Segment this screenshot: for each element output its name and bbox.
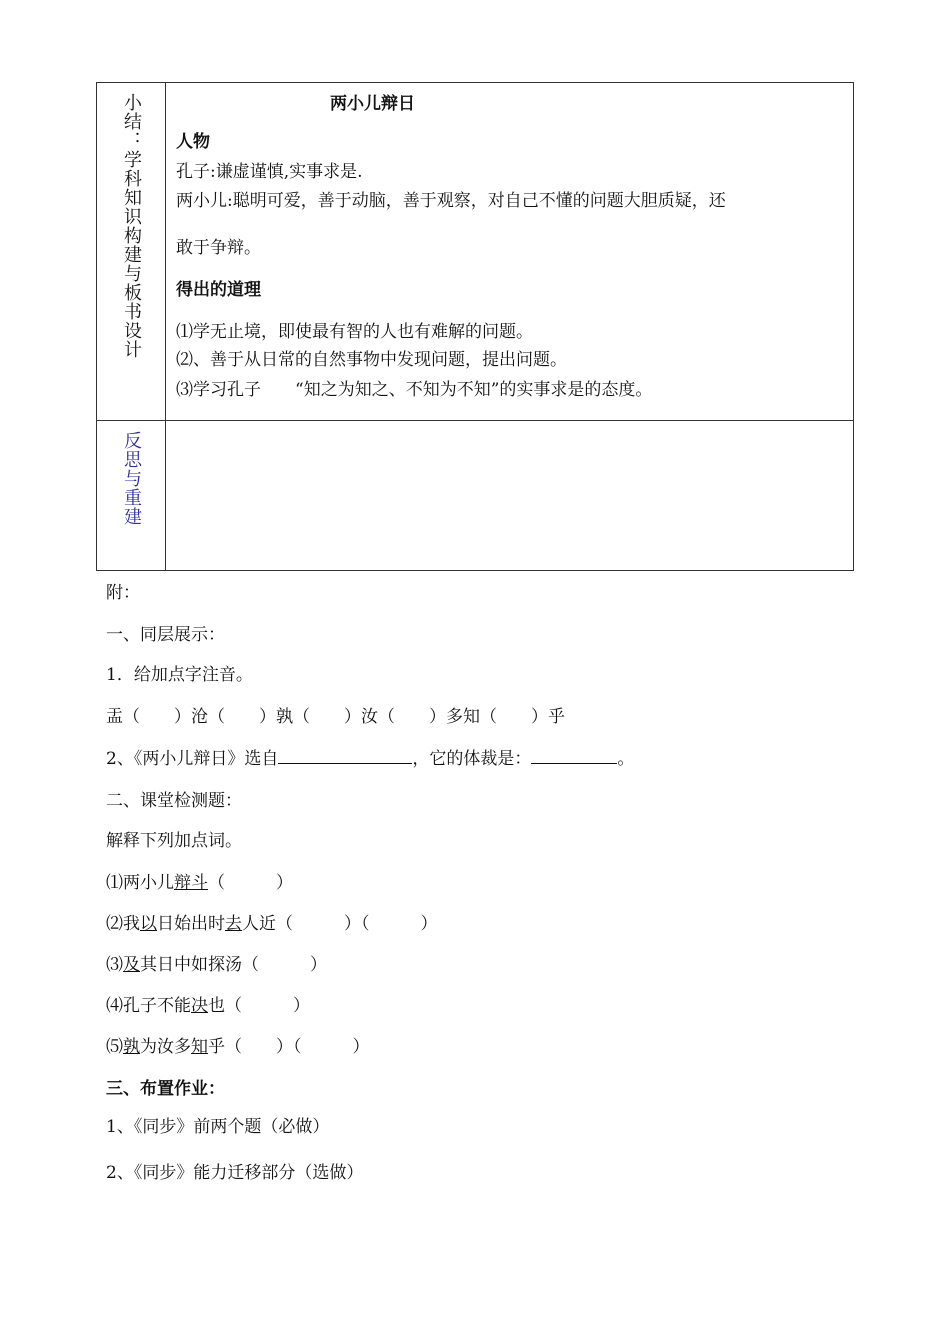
pinyin-line: 盂（ ）沧（ ）孰（ ）汝（ ）多知（ ）乎 <box>106 707 565 727</box>
confucius-line: 孔子:谦虚谨慎,实事求是. <box>176 162 363 182</box>
reflection-content-cell <box>166 421 854 571</box>
question-2 <box>106 744 634 769</box>
section-1-heading: 一、同层展示： <box>106 625 225 645</box>
list-item: ⑸孰为汝多知乎（ ）（ ） <box>106 1037 370 1057</box>
lesson-line-1: ⑴学无止境，即使最有智的人也有难解的问题。 <box>176 322 533 342</box>
summary-table <box>96 82 854 571</box>
summary-side-cell <box>97 83 166 421</box>
list-item: ⑵我以日始出时去人近（ ）（ ） <box>106 914 438 934</box>
homework-2: 2、《同步》能力迁移部分（选做） <box>106 1163 364 1183</box>
question-2-part-c: 。 <box>617 749 635 769</box>
lesson-title: 两小儿辩日 <box>330 94 415 114</box>
summary-content-cell <box>166 83 854 421</box>
appendix-label: 附： <box>106 583 140 603</box>
children-line-1: 两小儿:聪明可爱，善于动脑，善于观察，对自己不懂的问题大胆质疑，还 <box>176 191 726 211</box>
question-2-part-a: 2、《两小儿辩日》选自 <box>106 749 279 769</box>
lesson-line-2: ⑵、善于从日常的自然事物中发现问题，提出问题。 <box>176 350 567 370</box>
reflection-side-cell <box>97 421 166 571</box>
question-2-part-b: ，它的体裁是： <box>412 749 532 769</box>
section-2-heading: 二、课堂检测题： <box>106 791 242 811</box>
summary-side-label: 小结：学科知识构建与板书设计 <box>121 93 142 359</box>
list-item: ⑷孔子不能决也（ ） <box>106 996 310 1016</box>
explain-instruction: 解释下列加点词。 <box>106 831 242 851</box>
children-line-2: 敢于争辩。 <box>176 238 261 258</box>
question-1: 1．给加点字注音。 <box>106 665 253 685</box>
lesson-line-3: ⑶学习孔子 “知之为知之、不知为不知”的实事求是的态度。 <box>176 380 653 400</box>
homework-1: 1、《同步》前两个题（必做） <box>106 1117 330 1137</box>
lessons-heading: 得出的道理 <box>176 280 261 300</box>
reflection-side-label: 反思与重建 <box>121 431 142 526</box>
section-3-heading: 三、布置作业： <box>106 1079 225 1099</box>
genre-blank[interactable] <box>531 749 617 764</box>
list-item: ⑶及其日中如探汤（ ） <box>106 955 327 975</box>
list-item: ⑴两小儿辩斗（ ） <box>106 873 293 893</box>
source-blank[interactable] <box>278 749 412 764</box>
characters-heading: 人物 <box>176 132 210 152</box>
